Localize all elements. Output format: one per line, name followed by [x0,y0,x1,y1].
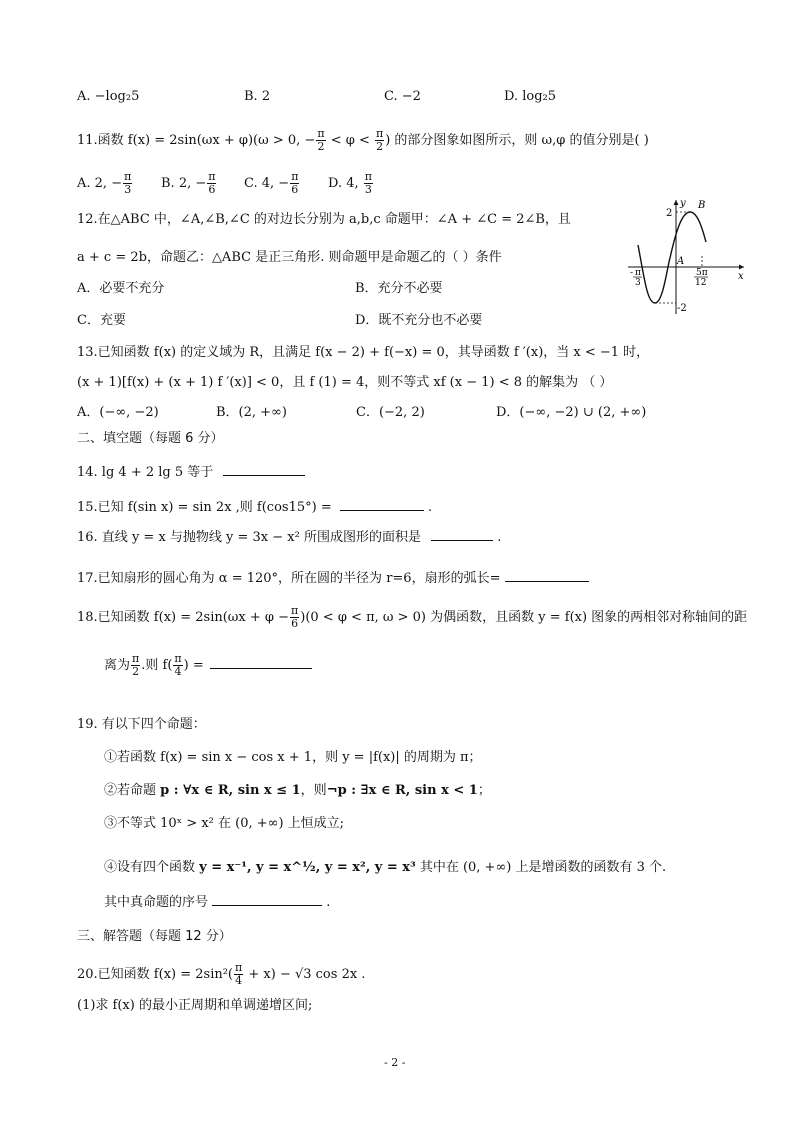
label-two: 2 [666,208,673,219]
x-axis-arrow [739,265,744,270]
q18-line2: 离为 $\frac{\pi}{2}$ .则 f( $\frac{\pi}{4}$ ) = [104,653,312,678]
q10-option-d: D. log₂5 [504,89,557,104]
q10-option-b: B. 2 [244,89,271,104]
tick-left-num: π [635,268,641,278]
q13-option-a: A．(−∞, −2) [77,405,159,420]
q15: 15.已知 f(sin x) = sin 2x ,则 f(cos15°) = . [77,500,433,515]
q11-option-b: B. 2, − $\frac{\pi}{6}$ [161,170,216,196]
sine-curve [638,212,706,303]
q12-line2: a + c = 2b，命题乙：△ABC 是正三角形. 则命题甲是命题乙的（ ）条件 [77,250,502,265]
q12-option-b: B．充分不必要 [355,281,443,296]
q11-option-a: A. 2, − $\frac{\pi}{3}$ [77,170,132,196]
q10-option-c: C. −2 [384,89,421,104]
q11-option-d: D. 4, $\frac{\pi}{3}$ [328,170,372,196]
q13-option-c: C．(−2, 2) [356,405,425,420]
q17: 17.已知扇形的圆心角为 α = 120°，所在圆的半径为 r=6，扇形的弧长= [77,569,589,587]
tick-right-num: 5π [696,268,708,278]
q14: 14. lg 4 + 2 lg 5 等于 [77,463,305,481]
q19-answer-blank[interactable] [212,893,322,906]
x-axis-label: x [738,271,744,282]
q18-line1: 18.已知函数 f(x) = 2sin(ωx + φ − $\frac{\pi}{6}$ )(0 < φ < π, ω > 0) 为偶函数，且函数 y = f(x) 图象的两相邻对称轴间的距 [77,604,748,630]
q19-item1: ①若函数 f(x) = sin x − cos x + 1，则 y = |f(x)| 的周期为 π； [104,750,482,765]
section-heading-fill-blank: 二、填空题（每题 6 分） [77,431,224,446]
q19-title: 19. 有以下四个命题： [77,717,206,732]
q10-option-a: A. −log₂5 [77,89,140,104]
tick-left-den: 3 [635,278,641,288]
label-B: B [698,200,706,211]
section-heading-solutions: 三、解答题（每题 12 分） [77,929,232,944]
tick-right-den: 12 [695,278,707,288]
tick-left-sign: - [630,268,634,278]
q14-answer-blank[interactable] [223,463,305,476]
q17-answer-blank[interactable] [505,569,589,582]
q19-item2: ②若命题 p : ∀x ∈ R, sin x ≤ 1，则¬p : ∃x ∈ R, sin x < 1； [104,783,491,798]
q12-option-a: A．必要不充分 [77,281,165,296]
label-A: A [677,256,685,267]
q12-option-d: D．既不充分也不必要 [355,313,483,328]
q16-answer-blank[interactable] [431,528,493,541]
q18-answer-blank[interactable] [210,656,312,669]
page-number: - 2 - [384,1056,406,1069]
q19-item3: ③不等式 10ˣ > x² 在 (0, +∞) 上恒成立; [104,816,345,831]
sine-graph-figure [620,196,748,318]
q16: 16. 直线 y = x 与抛物线 y = 3x − x² 所围成图形的面积是 . [77,530,502,545]
q13-option-b: B．(2, +∞) [216,405,287,420]
q12-option-c: C．充要 [77,313,126,328]
q13-line2: (x + 1)[f(x) + (x + 1) f ′(x)] < 0，且 f (1) = 4，则不等式 xf (x − 1) < 8 的解集为 （ ） [77,375,613,390]
q11-stem: 11.函数 f(x) = 2sin(ωx + φ)(ω > 0, − $\frac{\pi}{2}$ < φ < $\frac{\pi}{2}$ ) 的部分图象如图所示，则 ω,φ 的值分别是( ) [77,127,649,153]
q15-answer-blank[interactable] [340,498,424,511]
q19-closing: 其中真命题的序号 . [104,895,331,910]
q11-option-c: C. 4, − $\frac{\pi}{6}$ [244,170,299,196]
label-neg-two: -2 [677,303,687,314]
q12-line1: 12.在△ABC 中，∠A,∠B,∠C 的对边长分别为 a,b,c 命题甲：∠A + ∠C = 2∠B，且 [77,212,571,227]
q20-stem: 20.已知函数 f(x) = 2sin²( $\frac{\pi}{4}$ + x) − √3 cos 2x . [77,961,366,987]
y-axis-label: y [680,198,686,209]
q19-item4: ④设有四个函数 y = x⁻¹, y = x^½, y = x², y = x³ 其中在 (0, +∞) 上是增函数的函数有 3 个. [104,860,667,875]
q13-option-d: D．(−∞, −2) ∪ (2, +∞) [496,405,647,420]
q13-line1: 13.已知函数 f(x) 的定义域为 R，且满足 f(x − 2) + f(−x) = 0，其导函数 f ′(x)，当 x < −1 时， [77,345,650,360]
q20-part1: (1)求 f(x) 的最小正周期和单调递增区间; [77,998,313,1013]
y-axis-arrow [674,200,679,205]
